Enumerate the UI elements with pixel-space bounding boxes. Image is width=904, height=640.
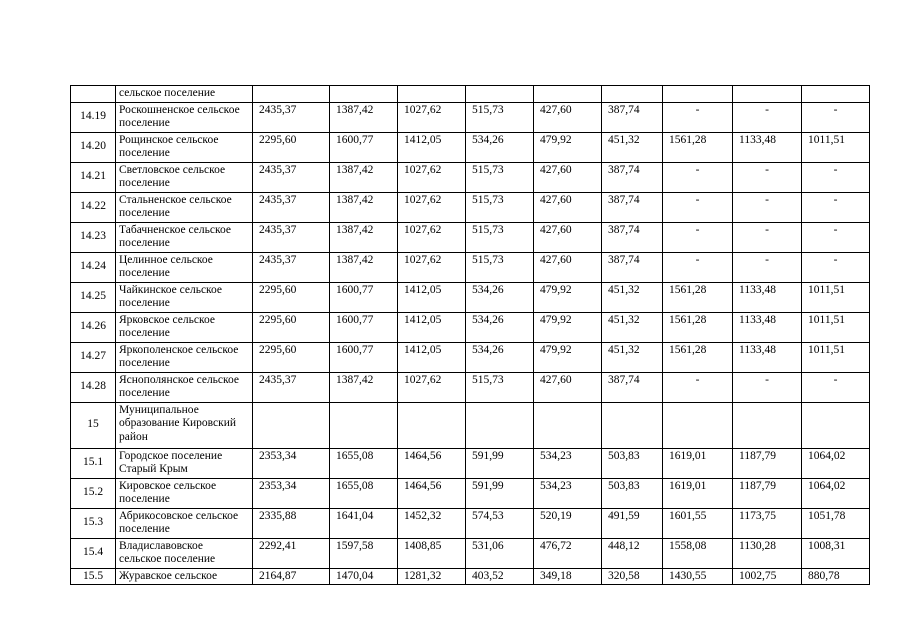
value-cell: 591,99 bbox=[466, 478, 534, 508]
value-cell: - bbox=[802, 162, 870, 192]
value-cell: 534,26 bbox=[466, 312, 534, 342]
value-cell: 1133,48 bbox=[733, 132, 802, 162]
value-cell: 520,19 bbox=[534, 508, 602, 538]
row-number: 14.27 bbox=[71, 342, 116, 372]
table-row bbox=[71, 372, 870, 402]
table-row bbox=[71, 342, 870, 372]
value-cell: - bbox=[733, 162, 802, 192]
value-cell: 2292,41 bbox=[253, 538, 330, 568]
value-cell: 1011,51 bbox=[802, 342, 870, 372]
value-cell bbox=[663, 86, 733, 103]
settlement-name: Кировское сельское поселение bbox=[116, 478, 253, 508]
value-cell: 1008,31 bbox=[802, 538, 870, 568]
row-number: 14.21 bbox=[71, 162, 116, 192]
value-cell: 503,83 bbox=[602, 478, 663, 508]
value-cell: 1597,58 bbox=[330, 538, 398, 568]
value-cell bbox=[802, 402, 870, 448]
value-cell: 1561,28 bbox=[663, 132, 733, 162]
value-cell: 1011,51 bbox=[802, 282, 870, 312]
value-cell: 427,60 bbox=[534, 162, 602, 192]
value-cell: 2353,34 bbox=[253, 448, 330, 478]
value-cell: 1600,77 bbox=[330, 312, 398, 342]
value-cell bbox=[802, 86, 870, 103]
value-cell: 534,23 bbox=[534, 448, 602, 478]
settlement-name: Городское поселение Старый Крым bbox=[116, 448, 253, 478]
table-row bbox=[71, 478, 870, 508]
value-cell bbox=[663, 402, 733, 448]
value-cell: 2435,37 bbox=[253, 252, 330, 282]
row-number: 14.23 bbox=[71, 222, 116, 252]
value-cell: 387,74 bbox=[602, 102, 663, 132]
value-cell: 479,92 bbox=[534, 342, 602, 372]
row-number: 14.24 bbox=[71, 252, 116, 282]
value-cell: 1133,48 bbox=[733, 312, 802, 342]
value-cell: 591,99 bbox=[466, 448, 534, 478]
value-cell: - bbox=[802, 222, 870, 252]
value-cell: 1655,08 bbox=[330, 478, 398, 508]
value-cell: 1430,55 bbox=[663, 568, 733, 585]
value-cell: 1002,75 bbox=[733, 568, 802, 585]
value-cell: 1173,75 bbox=[733, 508, 802, 538]
settlement-name: Ярковское сельское поселение bbox=[116, 312, 253, 342]
value-cell: - bbox=[663, 252, 733, 282]
table-row bbox=[71, 402, 870, 448]
tariff-table bbox=[70, 85, 870, 585]
value-cell bbox=[330, 402, 398, 448]
value-cell: - bbox=[663, 222, 733, 252]
settlement-name: Яснополянское сельское поселение bbox=[116, 372, 253, 402]
value-cell bbox=[733, 86, 802, 103]
value-cell: 1387,42 bbox=[330, 372, 398, 402]
value-cell: 1011,51 bbox=[802, 132, 870, 162]
row-number: 15 bbox=[71, 402, 116, 448]
value-cell: 503,83 bbox=[602, 448, 663, 478]
value-cell: 1561,28 bbox=[663, 342, 733, 372]
value-cell: 1619,01 bbox=[663, 478, 733, 508]
table-row bbox=[71, 568, 870, 585]
value-cell: 427,60 bbox=[534, 252, 602, 282]
row-number: 15.1 bbox=[71, 448, 116, 478]
value-cell bbox=[466, 86, 534, 103]
value-cell: 476,72 bbox=[534, 538, 602, 568]
value-cell bbox=[253, 86, 330, 103]
settlement-name: Роскошненское сельское поселение bbox=[116, 102, 253, 132]
value-cell: 479,92 bbox=[534, 132, 602, 162]
value-cell: 2353,34 bbox=[253, 478, 330, 508]
value-cell: 1561,28 bbox=[663, 282, 733, 312]
value-cell: 1187,79 bbox=[733, 448, 802, 478]
value-cell: 320,58 bbox=[602, 568, 663, 585]
row-number: 14.28 bbox=[71, 372, 116, 402]
value-cell: 1641,04 bbox=[330, 508, 398, 538]
value-cell: 403,52 bbox=[466, 568, 534, 585]
settlement-name: Абрикосовское сельское поселение bbox=[116, 508, 253, 538]
value-cell: 1387,42 bbox=[330, 252, 398, 282]
table-body bbox=[71, 86, 870, 585]
value-cell: - bbox=[802, 252, 870, 282]
value-cell: 451,32 bbox=[602, 342, 663, 372]
value-cell: 534,26 bbox=[466, 342, 534, 372]
settlement-name: Чайкинское сельское поселение bbox=[116, 282, 253, 312]
row-number: 14.19 bbox=[71, 102, 116, 132]
value-cell: 515,73 bbox=[466, 102, 534, 132]
value-cell: 1600,77 bbox=[330, 282, 398, 312]
value-cell: 387,74 bbox=[602, 162, 663, 192]
value-cell bbox=[602, 402, 663, 448]
value-cell: 1027,62 bbox=[398, 222, 466, 252]
value-cell bbox=[534, 86, 602, 103]
settlement-name: Владиславовское сельское поселение bbox=[116, 538, 253, 568]
value-cell: 427,60 bbox=[534, 192, 602, 222]
settlement-name: сельское поселение bbox=[116, 86, 253, 103]
settlement-name: Стальненское сельское поселение bbox=[116, 192, 253, 222]
settlement-name: Табачненское сельское поселение bbox=[116, 222, 253, 252]
value-cell: 2295,60 bbox=[253, 132, 330, 162]
row-number: 14.22 bbox=[71, 192, 116, 222]
value-cell: - bbox=[663, 102, 733, 132]
value-cell: 1133,48 bbox=[733, 342, 802, 372]
value-cell: 1619,01 bbox=[663, 448, 733, 478]
value-cell: 491,59 bbox=[602, 508, 663, 538]
row-number: 14.26 bbox=[71, 312, 116, 342]
settlement-name: Светловское сельское поселение bbox=[116, 162, 253, 192]
value-cell: 451,32 bbox=[602, 312, 663, 342]
table-row bbox=[71, 86, 870, 103]
table-row bbox=[71, 132, 870, 162]
row-number: 15.4 bbox=[71, 538, 116, 568]
value-cell: 1412,05 bbox=[398, 132, 466, 162]
value-cell: 2435,37 bbox=[253, 222, 330, 252]
value-cell: 1470,04 bbox=[330, 568, 398, 585]
value-cell: 1064,02 bbox=[802, 448, 870, 478]
row-number bbox=[71, 86, 116, 103]
value-cell: 1558,08 bbox=[663, 538, 733, 568]
value-cell: 349,18 bbox=[534, 568, 602, 585]
settlement-name: Рощинское сельское поселение bbox=[116, 132, 253, 162]
value-cell: 1600,77 bbox=[330, 342, 398, 372]
value-cell: 448,12 bbox=[602, 538, 663, 568]
value-cell bbox=[602, 86, 663, 103]
value-cell: 2435,37 bbox=[253, 102, 330, 132]
value-cell: 1452,32 bbox=[398, 508, 466, 538]
value-cell: 515,73 bbox=[466, 162, 534, 192]
table-row bbox=[71, 282, 870, 312]
value-cell: - bbox=[802, 372, 870, 402]
value-cell bbox=[733, 402, 802, 448]
value-cell: 1412,05 bbox=[398, 282, 466, 312]
row-number: 15.3 bbox=[71, 508, 116, 538]
table-row bbox=[71, 222, 870, 252]
value-cell: 1464,56 bbox=[398, 478, 466, 508]
value-cell: 387,74 bbox=[602, 252, 663, 282]
value-cell: - bbox=[802, 192, 870, 222]
table-row bbox=[71, 102, 870, 132]
value-cell: 1464,56 bbox=[398, 448, 466, 478]
value-cell: - bbox=[663, 162, 733, 192]
value-cell: 1027,62 bbox=[398, 162, 466, 192]
value-cell: 1387,42 bbox=[330, 192, 398, 222]
value-cell: 479,92 bbox=[534, 282, 602, 312]
value-cell: 1387,42 bbox=[330, 222, 398, 252]
value-cell: - bbox=[663, 192, 733, 222]
value-cell: 2435,37 bbox=[253, 372, 330, 402]
value-cell bbox=[253, 402, 330, 448]
value-cell: 515,73 bbox=[466, 372, 534, 402]
value-cell: - bbox=[733, 372, 802, 402]
value-cell: 515,73 bbox=[466, 192, 534, 222]
value-cell: 1387,42 bbox=[330, 102, 398, 132]
value-cell: 534,26 bbox=[466, 282, 534, 312]
value-cell: 1027,62 bbox=[398, 192, 466, 222]
value-cell: 427,60 bbox=[534, 102, 602, 132]
row-number: 15.5 bbox=[71, 568, 116, 585]
table-row bbox=[71, 192, 870, 222]
value-cell bbox=[398, 86, 466, 103]
value-cell: 1387,42 bbox=[330, 162, 398, 192]
value-cell: 1130,28 bbox=[733, 538, 802, 568]
value-cell: 531,06 bbox=[466, 538, 534, 568]
value-cell: 880,78 bbox=[802, 568, 870, 585]
value-cell: 1064,02 bbox=[802, 478, 870, 508]
table-row bbox=[71, 312, 870, 342]
value-cell: 2335,88 bbox=[253, 508, 330, 538]
value-cell bbox=[466, 402, 534, 448]
table-row bbox=[71, 538, 870, 568]
value-cell: 387,74 bbox=[602, 222, 663, 252]
value-cell: 574,53 bbox=[466, 508, 534, 538]
value-cell: 1133,48 bbox=[733, 282, 802, 312]
row-number: 14.25 bbox=[71, 282, 116, 312]
value-cell: 451,32 bbox=[602, 132, 663, 162]
value-cell: 479,92 bbox=[534, 312, 602, 342]
value-cell: 427,60 bbox=[534, 372, 602, 402]
value-cell: - bbox=[733, 192, 802, 222]
value-cell: 515,73 bbox=[466, 252, 534, 282]
value-cell bbox=[330, 86, 398, 103]
value-cell: 1011,51 bbox=[802, 312, 870, 342]
row-number: 14.20 bbox=[71, 132, 116, 162]
table-row bbox=[71, 508, 870, 538]
value-cell: 387,74 bbox=[602, 372, 663, 402]
value-cell: 1187,79 bbox=[733, 478, 802, 508]
value-cell: 1561,28 bbox=[663, 312, 733, 342]
table-row bbox=[71, 252, 870, 282]
value-cell: 2295,60 bbox=[253, 342, 330, 372]
value-cell: 1051,78 bbox=[802, 508, 870, 538]
value-cell: 1027,62 bbox=[398, 102, 466, 132]
value-cell bbox=[398, 402, 466, 448]
table-row bbox=[71, 448, 870, 478]
value-cell: 1655,08 bbox=[330, 448, 398, 478]
value-cell: - bbox=[733, 252, 802, 282]
value-cell: - bbox=[733, 102, 802, 132]
value-cell: 387,74 bbox=[602, 192, 663, 222]
value-cell: 427,60 bbox=[534, 222, 602, 252]
settlement-name: Муниципальное образование Кировский район bbox=[116, 402, 253, 448]
value-cell: - bbox=[733, 222, 802, 252]
value-cell: 1408,85 bbox=[398, 538, 466, 568]
value-cell: 2435,37 bbox=[253, 192, 330, 222]
settlement-name: Целинное сельское поселение bbox=[116, 252, 253, 282]
row-number: 15.2 bbox=[71, 478, 116, 508]
settlement-name: Яркополенское сельское поселение bbox=[116, 342, 253, 372]
value-cell: 451,32 bbox=[602, 282, 663, 312]
value-cell: - bbox=[663, 372, 733, 402]
value-cell: 2435,37 bbox=[253, 162, 330, 192]
settlement-name: Журавское сельское bbox=[116, 568, 253, 585]
value-cell: 1600,77 bbox=[330, 132, 398, 162]
value-cell: 1601,55 bbox=[663, 508, 733, 538]
value-cell: 534,23 bbox=[534, 478, 602, 508]
value-cell: 1412,05 bbox=[398, 342, 466, 372]
value-cell: 515,73 bbox=[466, 222, 534, 252]
value-cell: - bbox=[802, 102, 870, 132]
value-cell: 1281,32 bbox=[398, 568, 466, 585]
value-cell: 1027,62 bbox=[398, 372, 466, 402]
value-cell: 2164,87 bbox=[253, 568, 330, 585]
table-row bbox=[71, 162, 870, 192]
value-cell: 2295,60 bbox=[253, 312, 330, 342]
value-cell: 2295,60 bbox=[253, 282, 330, 312]
value-cell: 1412,05 bbox=[398, 312, 466, 342]
value-cell: 1027,62 bbox=[398, 252, 466, 282]
value-cell: 534,26 bbox=[466, 132, 534, 162]
value-cell bbox=[534, 402, 602, 448]
